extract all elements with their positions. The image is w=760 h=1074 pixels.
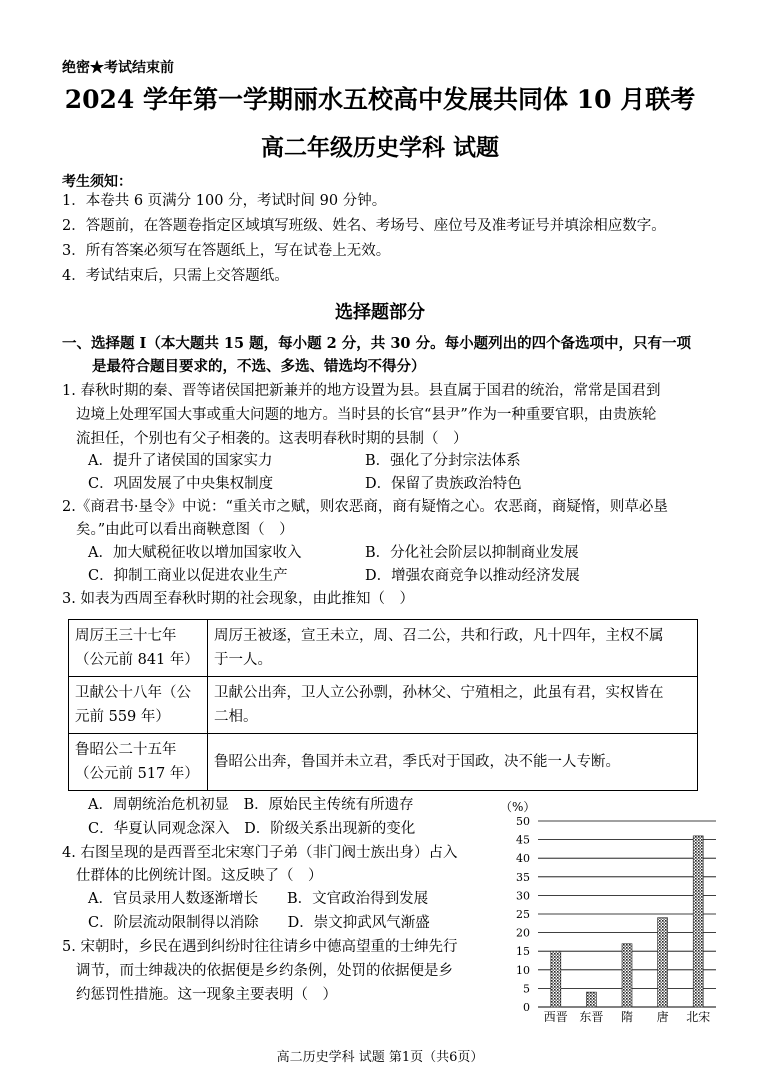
table-cell-time: 周厉王三十七年 （公元前 841 年） (69, 620, 208, 677)
section-title: 选择题部分 (335, 302, 425, 323)
q1-option-b[interactable]: B．强化了分封宗法体系 (365, 453, 521, 469)
notice-item: 1．本卷共 6 页满分 100 分，考试时间 90 分钟。 (62, 193, 387, 209)
x-tick-label: 唐 (656, 1010, 669, 1024)
q4-stem: 4. 右图呈现的是西晋至北宋寒门子弟（非门阀士族出身）占入 (62, 845, 458, 861)
x-tick-label: 东晋 (579, 1010, 604, 1024)
exam-subtitle: 高二年级历史学科 试题 (260, 134, 499, 161)
x-tick-label: 西晋 (543, 1010, 568, 1024)
notice-item: 3．所有答案必须写在答题纸上，写在试卷上无效。 (62, 243, 391, 259)
table-cell-time: 鲁昭公二十五年 （公元前 517 年） (69, 734, 208, 791)
q4-options-cd[interactable]: C．阶层流动限制得以消除 D．崇文抑武风气渐盛 (88, 915, 430, 931)
page-footer: 高二历史学科 试题 第1页（共6页） (276, 1050, 484, 1065)
q5-stem: 5. 宋朝时，乡民在遇到纠纷时往往请乡中德高望重的士绅先行 (62, 939, 458, 955)
table-row (69, 677, 698, 734)
q3-stem: 3. 如表为西周至春秋时期的社会现象，由此推知（ ） (62, 591, 414, 607)
q2-option-a[interactable]: A．加大赋税征收以增加国家收入 (88, 545, 302, 561)
exam-title: 2024 学年第一学期丽水五校高中发展共同体 10 月联考 (64, 85, 696, 114)
notice-heading: 考生须知： (62, 174, 132, 190)
q2-stem: 矣。”由此可以看出商鞅意图（ ） (76, 522, 294, 538)
part1-instructions: 一、选择题 I（本大题共 15 题，每小题 2 分，共 30 分。每小题列出的四个备选项中，只有一项 (62, 335, 692, 352)
q5-stem: 调节，而士绅裁决的依据便是乡约条例，处罚的依据便是乡 (76, 963, 453, 979)
y-tick-label: 0 (523, 1001, 530, 1014)
x-tick-label: 北宋 (686, 1010, 711, 1024)
bar-chart (494, 797, 724, 1029)
q2-option-c[interactable]: C．抑制工商业以促进农业生产 (88, 568, 288, 584)
y-tick-label: 20 (516, 926, 530, 940)
table-row (69, 734, 698, 791)
table-row (69, 620, 698, 677)
q3-table (68, 619, 698, 791)
secret-mark: 绝密★考试结束前 (62, 60, 174, 76)
q2-stem: 2.《商君书·垦令》中说：“重关市之赋，则农恶商，商有疑惰之心。农恶商，商疑惰，则草必垦 (62, 499, 668, 515)
table-cell-event: 卫献公出奔，卫人立公孙剽，孙林父、宁殖相之，此虽有君，实权皆在 二相。 (208, 677, 698, 734)
bar-1 (551, 951, 561, 1007)
notice-item: 2．答题前，在答题卷指定区域填写班级、姓名、考场号、座位号及准考证号并填涂相应数字。 (62, 218, 666, 234)
table-cell-event: 周厉王被逐，宣王未立，周、召二公，共和行政，凡十四年，主权不属 于一人。 (208, 620, 698, 677)
y-tick-label: 45 (516, 833, 530, 847)
q1-stem: 边境上处理军国大事或重大问题的地方。当时县的长官“县尹”作为一种重要官职，由贵族轮 (76, 407, 657, 423)
y-tick-label: 35 (516, 870, 530, 884)
y-tick-label: 10 (516, 963, 530, 977)
q2-option-d[interactable]: D．增强农商竞争以推动经济发展 (365, 568, 580, 584)
y-tick-label: 30 (516, 889, 530, 903)
q3-options-cd[interactable]: C．华夏认同观念深入 D．阶级关系出现新的变化 (88, 821, 416, 837)
part1-instructions-cont: 是最符合题目要求的，不选、多选、错选均不得分） (92, 358, 426, 375)
table-cell-event: 鲁昭公出奔，鲁国并未立君，季氏对于国政，决不能一人专断。 (208, 734, 698, 791)
q1-option-d[interactable]: D．保留了贵族政治特色 (365, 476, 522, 492)
table-cell-time: 卫献公十八年（公 元前 559 年） (69, 677, 208, 734)
q4-stem: 仕群体的比例统计图。这反映了（ ） (76, 868, 323, 884)
q1-stem: 1. 春秋时期的秦、晋等诸侯国把新兼并的地方设置为县。县直属于国君的统治，常常是国君到 (62, 383, 661, 399)
y-tick-label: 25 (516, 908, 530, 921)
y-tick-label: 5 (523, 982, 530, 996)
x-tick-label: 隋 (620, 1010, 634, 1024)
y-axis-unit-label: （%） (500, 800, 536, 814)
bar-3 (622, 944, 632, 1007)
q1-stem: 流担任，个别也有父子相袭的。这表明春秋时期的县制（ ） (76, 431, 468, 447)
notice-item: 4．考试结束后，只需上交答题纸。 (62, 268, 289, 284)
y-tick-label: 40 (516, 852, 530, 866)
q2-option-b[interactable]: B．分化社会阶层以抑制商业发展 (365, 545, 579, 561)
bar-2 (586, 992, 596, 1007)
q1-option-c[interactable]: C．巩固发展了中央集权制度 (88, 476, 274, 492)
y-tick-label: 15 (516, 945, 530, 959)
y-tick-label: 50 (516, 815, 530, 828)
q5-stem: 约惩罚性措施。这一现象主要表明（ ） (76, 987, 337, 1003)
bar-4 (658, 918, 668, 1007)
q1-option-a[interactable]: A．提升了诸侯国的国家实力 (88, 453, 273, 469)
bar-5 (693, 836, 703, 1007)
q3-options-ab[interactable]: A．周朝统治危机初显 B．原始民主传统有所遗存 (88, 797, 414, 813)
q4-options-ab[interactable]: A．官员录用人数逐渐增长 B．文官政治得到发展 (88, 891, 429, 907)
